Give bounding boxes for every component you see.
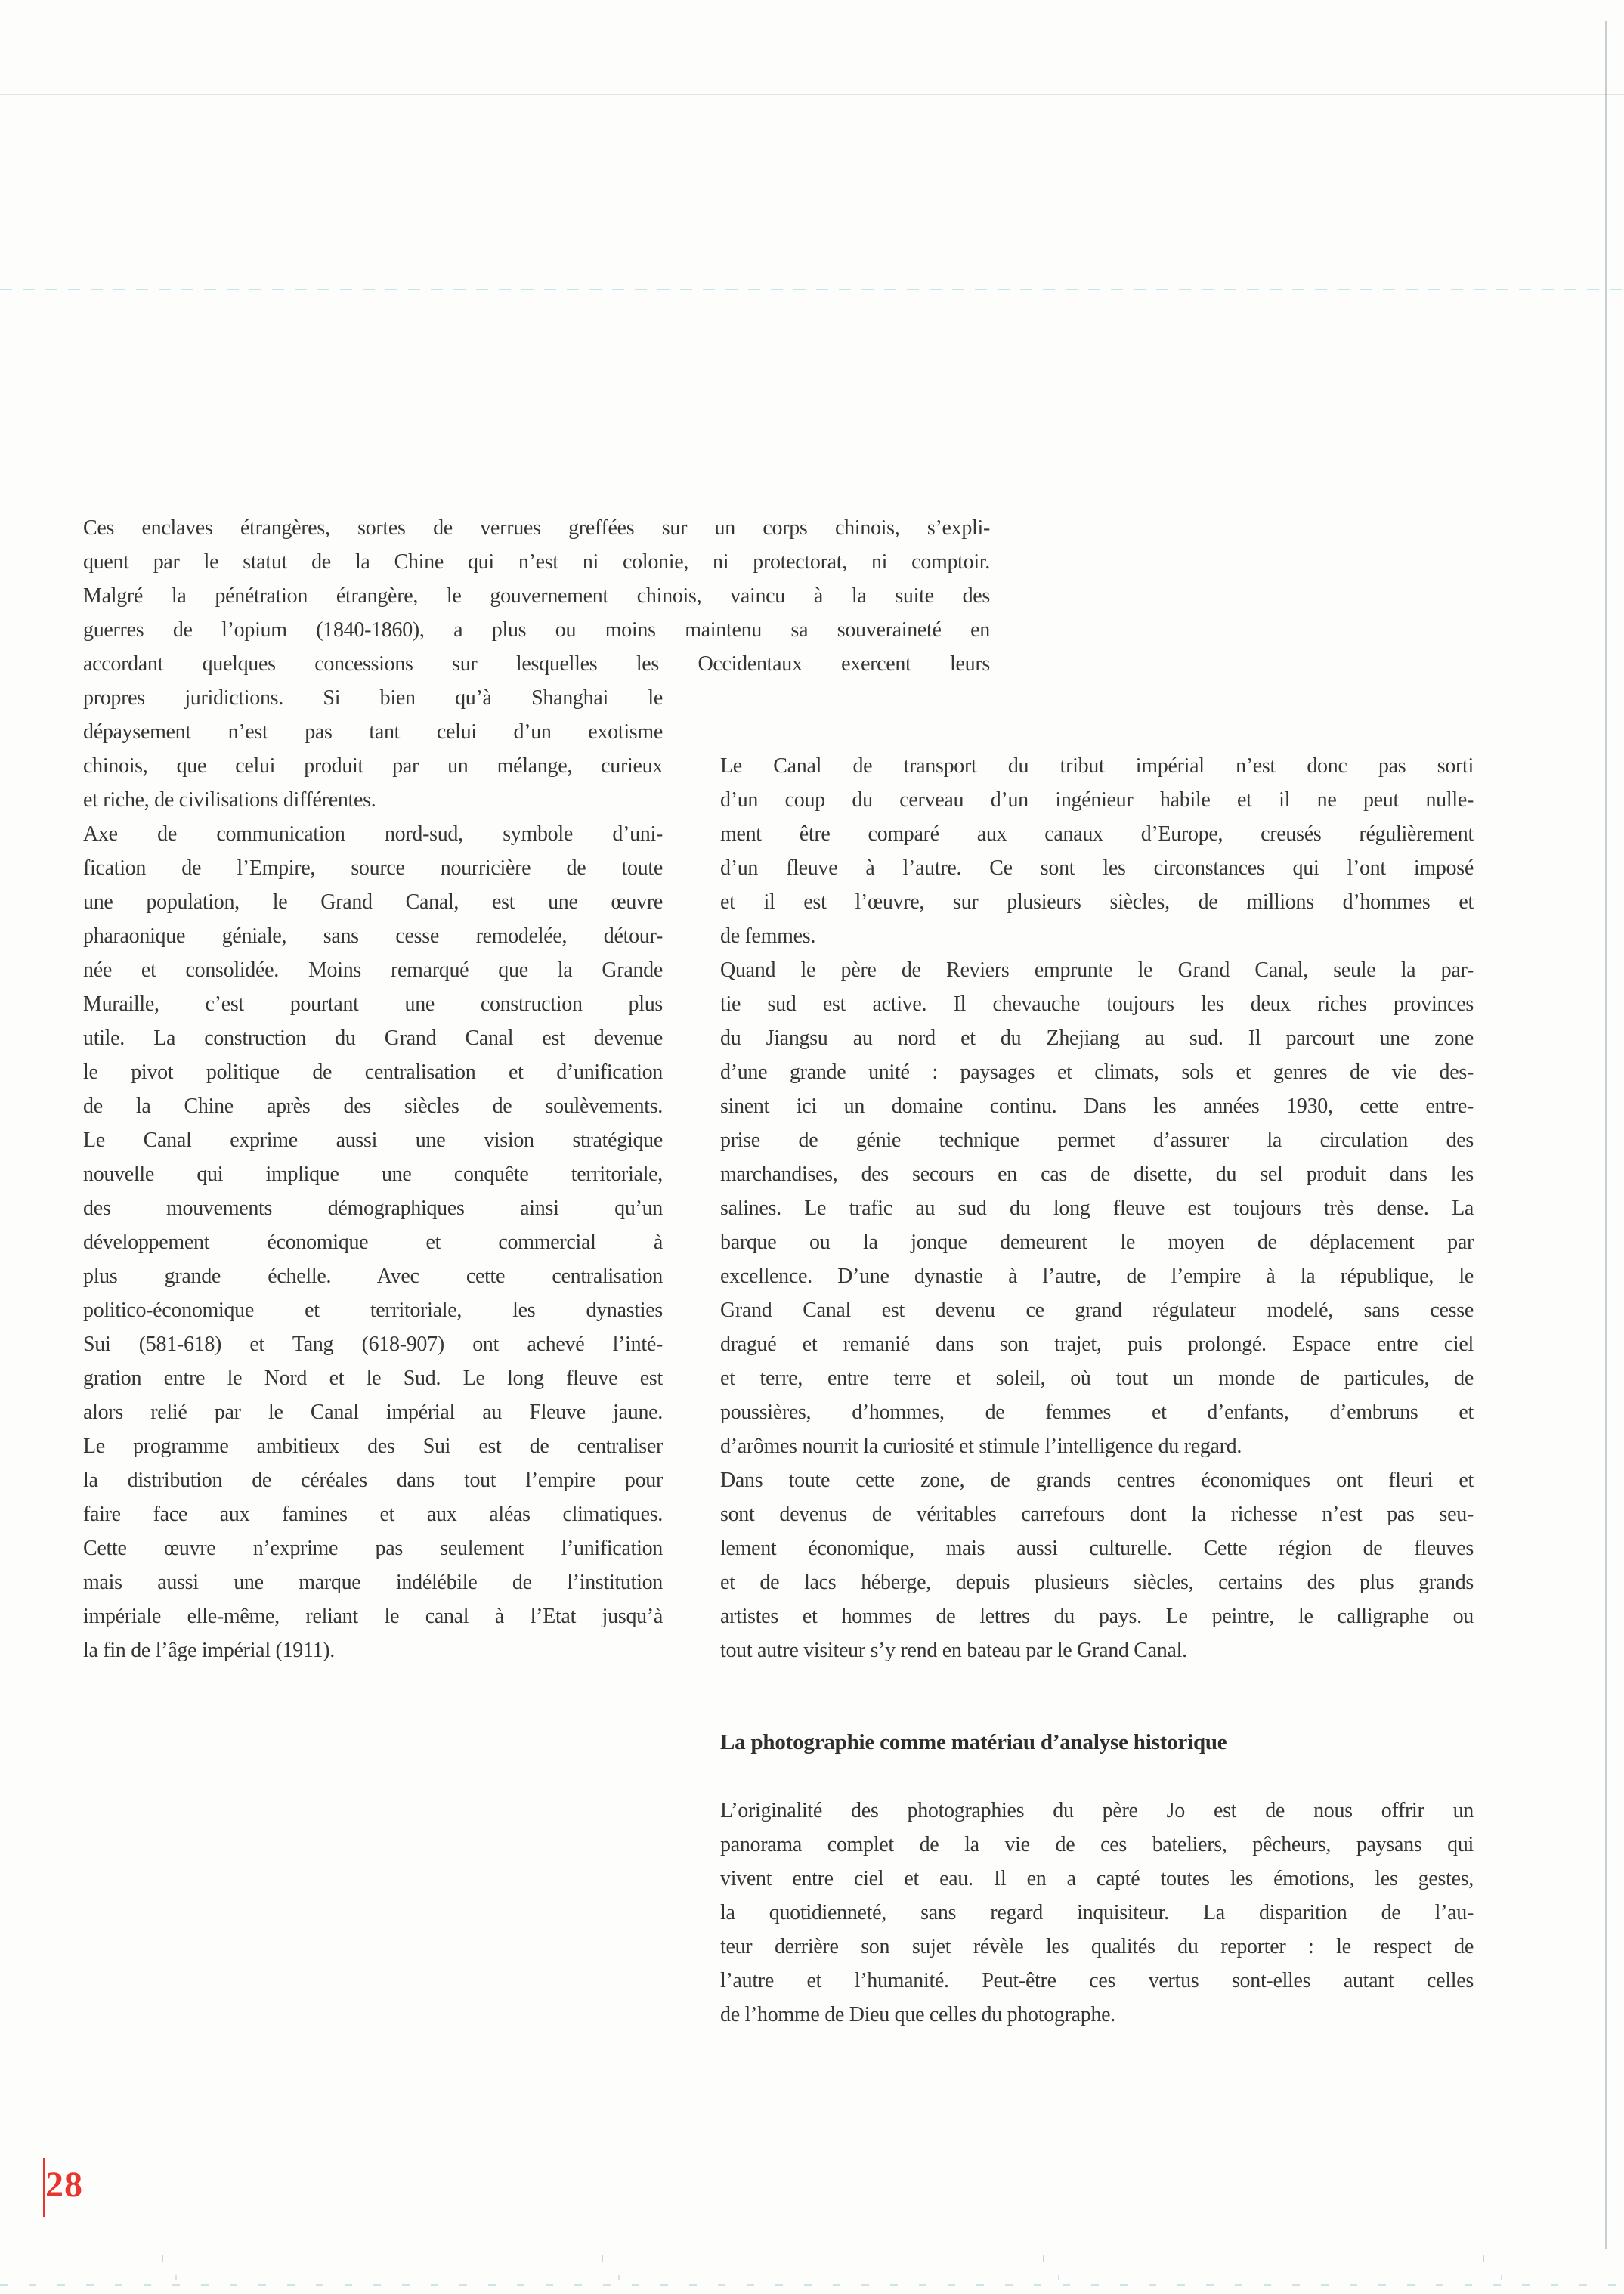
text-line: Malgré la pénétration étrangère, le gouvernement chinois, vaincu à la suite des (83, 584, 990, 608)
text-line: tie sud est active. Il chevauche toujours les deux riches provinces (720, 992, 1474, 1016)
text-line: dépaysement n’est pas tant celui d’un exotisme (83, 720, 663, 744)
text-line: faire face aux famines et aux aléas climatiques. (83, 1503, 663, 1526)
registration-tick (1501, 2275, 1502, 2280)
text-line: le pivot politique de centralisation et d’unification (83, 1060, 663, 1084)
scan-artifact-vertical-rule (1605, 21, 1607, 2249)
text-line: chinois, que celui produit par un mélange, curieux (83, 754, 663, 778)
registration-tick (162, 2255, 163, 2262)
text-line: impériale elle-même, reliant le canal à l’Etat jusqu’à (83, 1605, 663, 1628)
text-line: l’autre et l’humanité. Peut-être ces vertus sont-elles autant celles (720, 1969, 1474, 1992)
text-line: utile. La construction du Grand Canal est devenue (83, 1026, 663, 1050)
text-line: artistes et hommes de lettres du pays. Le peintre, le calligraphe ou (720, 1605, 1474, 1628)
text-line: d’arômes nourrit la curiosité et stimule l’intelligence du regard. (720, 1435, 1242, 1458)
text-line: née et consolidée. Moins remarqué que la Grande (83, 958, 663, 982)
text-line: Le Canal de transport du tribut impérial n’est donc pas sorti (720, 754, 1474, 778)
text-line: et de lacs héberge, depuis plusieurs siècles, certains des plus grands (720, 1571, 1474, 1594)
text-line: marchandises, des secours en cas de disette, du sel produit dans les (720, 1162, 1474, 1186)
text-line: teur derrière son sujet révèle les qualités du reporter : le respect de (720, 1935, 1474, 1958)
registration-tick (602, 2255, 603, 2262)
text-line: plus grande échelle. Avec cette centralisation (83, 1265, 663, 1288)
text-line: L’originalité des photographies du père Jo est de nous offrir un (720, 1799, 1474, 1822)
text-line: la quotidienneté, sans regard inquisiteur. La disparition de l’au- (720, 1901, 1474, 1924)
text-line: barque ou la jonque demeurent le moyen de déplacement par (720, 1231, 1474, 1254)
text-line: sont devenus de véritables carrefours dont la richesse n’est pas seu- (720, 1503, 1474, 1526)
text-line: du Jiangsu au nord et du Zhejiang au sud. Il parcourt une zone (720, 1026, 1474, 1050)
scan-artifact-dashed-rule-bottom (0, 2284, 1624, 2286)
text-line: Axe de communication nord-sud, symbole d’uni- (83, 822, 663, 846)
scan-artifact-dashed-rule (0, 289, 1624, 290)
text-line: la distribution de céréales dans tout l’empire pour (83, 1469, 663, 1492)
text-line: Grand Canal est devenu ce grand régulateur modelé, sans cesse (720, 1299, 1474, 1322)
text-line: Ces enclaves étrangères, sortes de verrues greffées sur un corps chinois, s’expli- (83, 516, 990, 540)
registration-tick (1483, 2255, 1484, 2262)
registration-tick (618, 2275, 620, 2280)
left-column (83, 681, 663, 1667)
text-line: de l’homme de Dieu que celles du photographe. (720, 2003, 1115, 2026)
text-line: et riche, de civilisations différentes. (83, 788, 376, 812)
text-line: et il est l’œuvre, sur plusieurs siècles, de millions d’hommes et (720, 890, 1474, 914)
text-line: excellence. D’une dynastie à l’autre, de l’empire à la république, le (720, 1265, 1474, 1288)
text-line: une population, le Grand Canal, est une œuvre (83, 890, 663, 914)
text-line: la fin de l’âge impérial (1911). (83, 1639, 336, 1662)
text-line: Sui (581-618) et Tang (618-907) ont achevé l’inté- (83, 1333, 663, 1356)
text-line: Quand le père de Reviers emprunte le Grand Canal, seule la par- (720, 958, 1474, 982)
text-line: d’un fleuve à l’autre. Ce sont les circonstances qui l’ont imposé (720, 856, 1474, 880)
text-line: alors relié par le Canal impérial au Fleuve jaune. (83, 1401, 663, 1424)
registration-tick (1058, 2275, 1059, 2280)
text-line: tout autre visiteur s’y rend en bateau par le Grand Canal. (720, 1639, 1187, 1662)
text-line: ment être comparé aux canaux d’Europe, creusés régulièrement (720, 822, 1474, 846)
text-line: Le programme ambitieux des Sui est de centraliser (83, 1435, 663, 1458)
text-line: nouvelle qui implique une conquête territoriale, (83, 1162, 663, 1186)
right-column (720, 749, 1474, 1667)
text-line: gration entre le Nord et le Sud. Le long fleuve est (83, 1367, 663, 1390)
text-line: Le Canal exprime aussi une vision stratégique (83, 1128, 663, 1152)
registration-tick (1043, 2255, 1044, 2262)
section-heading: La photographie comme matériau d’analyse historique (720, 1730, 1227, 1754)
text-line: sinent ici un domaine continu. Dans les années 1930, cette entre- (720, 1094, 1474, 1118)
text-line: fication de l’Empire, source nourricière de toute (83, 856, 663, 880)
scan-artifact-rule-top (0, 94, 1624, 95)
registration-tick (175, 2275, 177, 2280)
text-line: des mouvements démographiques ainsi qu’un (83, 1197, 663, 1220)
text-line: mais aussi une marque indélébile de l’institution (83, 1571, 663, 1594)
closing-paragraph (720, 1794, 1474, 2032)
text-line: politico-économique et territoriale, les dynasties (83, 1299, 663, 1322)
text-line: de femmes. (720, 924, 816, 948)
text-line: quent par le statut de la Chine qui n’est ni colonie, ni protectorat, ni comptoir. (83, 550, 990, 574)
text-line: de la Chine après des siècles de soulèvements. (83, 1094, 663, 1118)
text-line: vivent entre ciel et eau. Il en a capté toutes les émotions, les gestes, (720, 1867, 1474, 1890)
text-line: dragué et remanié dans son trajet, puis prolongé. Espace entre ciel (720, 1333, 1474, 1356)
intro-paragraph (83, 511, 990, 681)
text-line: pharaonique géniale, sans cesse remodelée, détour- (83, 924, 663, 948)
text-line: guerres de l’opium (1840-1860), a plus ou moins maintenu sa souveraineté en (83, 618, 990, 642)
text-line: d’une grande unité : paysages et climats, sols et genres de vie des- (720, 1060, 1474, 1084)
text-line: Cette œuvre n’exprime pas seulement l’unification (83, 1537, 663, 1560)
text-line: lement économique, mais aussi culturelle. Cette région de fleuves (720, 1537, 1474, 1560)
text-line: accordant quelques concessions sur lesquelles les Occidentaux exercent leurs (83, 652, 990, 676)
page-number: 28 (45, 2165, 83, 2205)
text-line: Dans toute cette zone, de grands centres économiques ont fleuri et (720, 1469, 1474, 1492)
text-line: panorama complet de la vie de ces bateliers, pêcheurs, paysans qui (720, 1833, 1474, 1856)
text-line: d’un coup du cerveau d’un ingénieur habile et il ne peut nulle- (720, 788, 1474, 812)
text-line: développement économique et commercial à (83, 1231, 663, 1254)
text-line: Muraille, c’est pourtant une construction plus (83, 992, 663, 1016)
text-line: salines. Le trafic au sud du long fleuve est toujours très dense. La (720, 1197, 1474, 1220)
text-line: prise de génie technique permet d’assurer la circulation des (720, 1128, 1474, 1152)
text-line: et terre, entre terre et soleil, où tout un monde de particules, de (720, 1367, 1474, 1390)
text-line: poussières, d’hommes, de femmes et d’enfants, d’embruns et (720, 1401, 1474, 1424)
text-line: propres juridictions. Si bien qu’à Shanghai le (83, 686, 663, 710)
